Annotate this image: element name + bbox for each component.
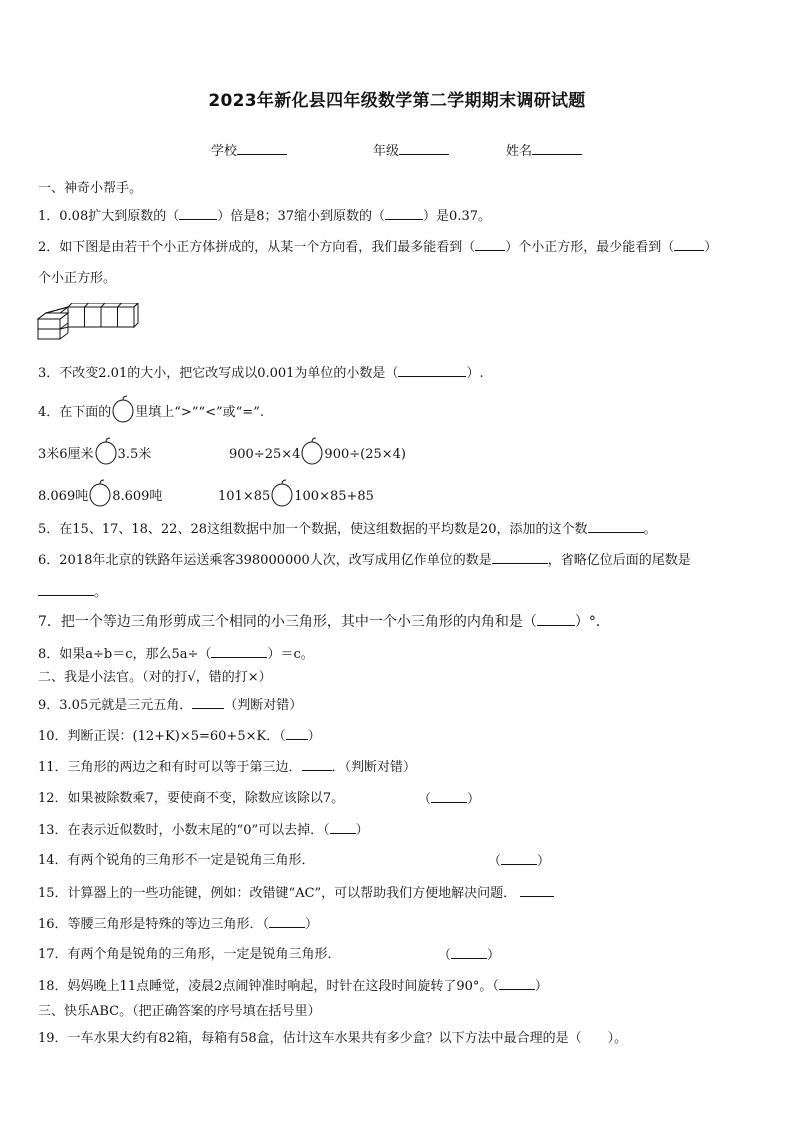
question-5: 5．在15、17、18、22、28这组数据中加一个数据，使这组数据的平均数是20，添加的这个数 。 xyxy=(38,522,657,537)
question-2-continued: 个小正方形。 xyxy=(38,271,117,286)
question-14: 14．有两个锐角的三角形不一定是锐角三角形． xyxy=(38,853,315,868)
q7-answer-blank[interactable] xyxy=(537,613,575,626)
question-6: 6．2018年北京的铁路年运送乘客398000000人次，改写成用亿作单位的数是 ，省略亿位后面的尾数是 xyxy=(38,553,691,568)
q12-answer-blank[interactable] xyxy=(431,790,467,803)
q6-answer-blank-2[interactable] xyxy=(38,583,94,596)
compare-circle-2[interactable] xyxy=(301,441,323,465)
q1-answer-blank-2[interactable] xyxy=(385,207,423,220)
grade-label: 年级 xyxy=(373,144,400,159)
compare-circle-4[interactable] xyxy=(271,483,293,507)
name-field[interactable] xyxy=(506,140,582,159)
question-17: 17．有两个角是锐角的三角形，一定是锐角三角形． xyxy=(38,947,341,962)
school-field[interactable] xyxy=(211,140,287,159)
question-4: 4．在下面的 里填上“>”“<”或“=”. xyxy=(38,399,264,423)
q18-answer-blank[interactable] xyxy=(499,977,535,990)
question-13: 13．在表示近似数时，小数末尾的“0”可以去掉．（ ） xyxy=(38,823,369,838)
question-8: 8．如果a÷b＝c，那么5a÷（ ）＝c。 xyxy=(38,647,314,662)
question-18: 18．妈妈晚上11点睡觉，凌晨2点闹钟准时响起，时针在这段时间旋转了90°。（ ） xyxy=(38,979,548,994)
q1-answer-blank-1[interactable] xyxy=(179,207,217,220)
page-title: 2023年新化县四年级数学第二学期期末调研试题 xyxy=(208,91,586,111)
question-12: 12．如果被除数乘7，要使商不变，除数应该除以7。 xyxy=(38,791,345,806)
question-19: 19．一车水果大约有82箱，每箱有58盒，估计这车水果共有多少盒？以下方法中最合理的是（ ）。 xyxy=(38,1031,628,1046)
q16-answer-blank[interactable] xyxy=(269,915,305,928)
q8-answer-blank[interactable] xyxy=(211,645,267,658)
q5-answer-blank[interactable] xyxy=(588,520,644,533)
question-9: 9．3.05元就是三元五角． （判断对错） xyxy=(38,698,303,713)
student-info-row xyxy=(0,140,794,160)
question-3: 3．不改变2.01的大小，把它改写成以0.001为单位的小数是（ ）. xyxy=(38,366,484,381)
grade-field[interactable] xyxy=(373,140,449,159)
q9-answer-blank[interactable] xyxy=(192,696,224,709)
question-7: 7．把一个等边三角形剪成三个相同的小三角形，其中一个小三角形的内角和是（ ）°． xyxy=(38,614,610,630)
q2-answer-blank-1[interactable] xyxy=(475,238,505,251)
q15-answer-blank[interactable] xyxy=(520,884,554,897)
section-1-heading: 一、神奇小帮手。 xyxy=(38,181,143,196)
q13-answer-blank[interactable] xyxy=(330,821,356,834)
q17-answer-blank[interactable] xyxy=(451,946,487,959)
question-6-continued: 。 xyxy=(38,583,107,602)
question-4-row-1-right: 900÷25×4 900÷(25×4) xyxy=(229,441,406,465)
name-label: 姓名 xyxy=(506,144,533,159)
question-4-row-2: 8.069吨 8.609吨 xyxy=(38,483,162,507)
question-14-paren: （ ） xyxy=(488,854,551,869)
question-16: 16．等腰三角形是特殊的等边三角形．（ ） xyxy=(38,917,319,932)
question-2: 2．如下图是由若干个小正方体拼成的，从某一个方向看，我们最多能看到（ ）个小正方形，最少能看到（ ） xyxy=(38,240,718,255)
q2-answer-blank-2[interactable] xyxy=(674,238,704,251)
apple-circle-icon xyxy=(112,399,134,423)
q14-answer-blank[interactable] xyxy=(501,852,537,865)
question-4-row-1: 3米6厘米 3.5米 xyxy=(38,441,151,465)
q3-answer-blank[interactable] xyxy=(398,364,466,377)
compare-circle-3[interactable] xyxy=(89,483,111,507)
question-12-paren: （ ） xyxy=(418,792,481,807)
question-1: 1．0.08扩大到原数的（ ）倍是8；37缩小到原数的（ ）是0.37。 xyxy=(38,209,491,224)
question-4-row-2-right: 101×85 100×85+85 xyxy=(218,483,374,507)
question-17-paren: （ ） xyxy=(438,948,501,963)
school-label: 学校 xyxy=(211,144,238,159)
question-15: 15．计算器上的一些功能键，例如：改错键“AC”，可以帮助我们方便地解决问题． xyxy=(38,884,554,903)
q6-answer-blank-1[interactable] xyxy=(492,551,548,564)
q10-answer-blank[interactable] xyxy=(286,727,308,740)
compare-circle-1[interactable] xyxy=(95,441,117,465)
section-2-heading: 二、我是小法官。（对的打√，错的打×） xyxy=(38,670,272,685)
q11-answer-blank[interactable] xyxy=(302,758,332,771)
question-11: 11．三角形的两边之和有时可以等于第三边． ．（判断对错） xyxy=(38,760,417,775)
cube-row-icon xyxy=(36,303,142,343)
question-10: 10．判断正误：(12+K)×5=60+5×K．（ ） xyxy=(38,729,321,744)
section-3-heading: 三、快乐ABC。（把正确答案的序号填在括号里） xyxy=(38,1004,321,1019)
